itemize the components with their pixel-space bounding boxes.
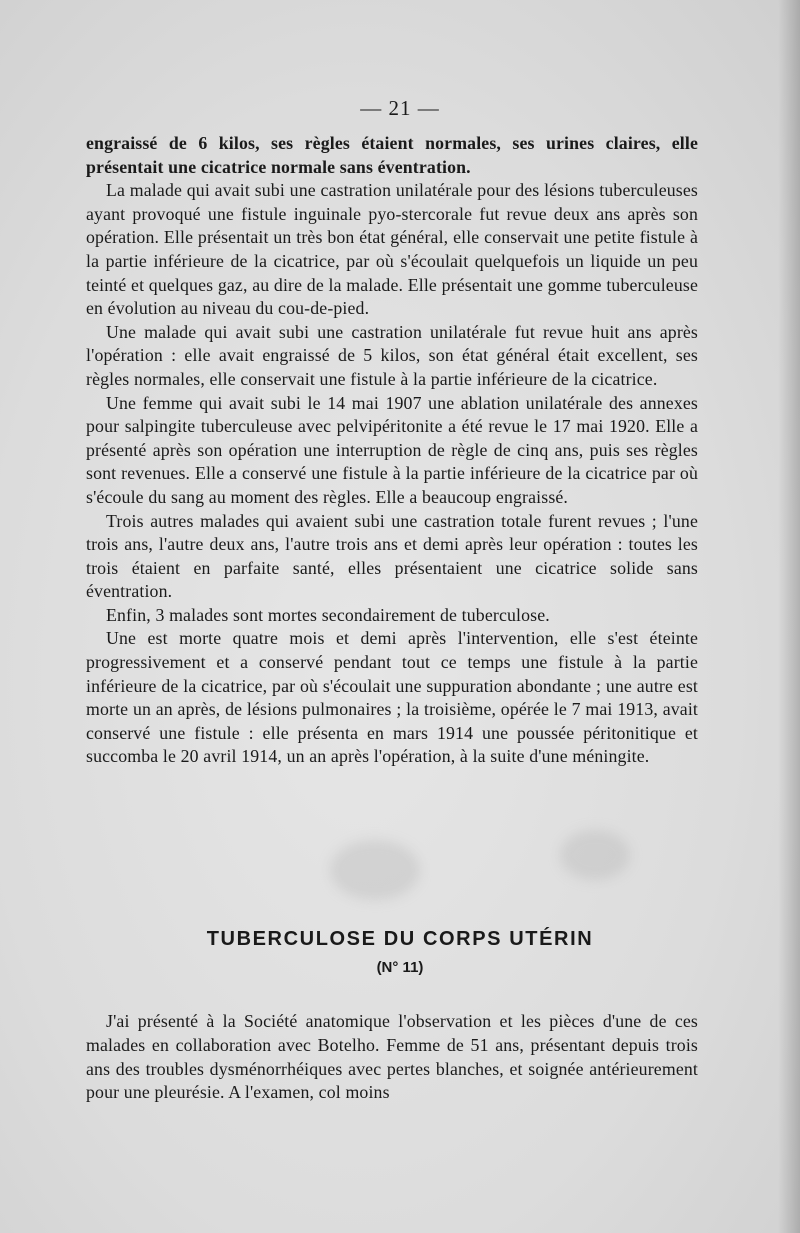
body-text xyxy=(86,132,698,769)
section-body-text xyxy=(86,1010,698,1105)
page-edge-shadow xyxy=(778,0,800,1233)
paragraph: Une femme qui avait subi le 14 mai 1907 une ablation unilatérale des annexes pour salpingite tuberculeuse avec pelvipéritonite a été revue le 17 mai 1920. Elle a présenté après son opération une interruption de règle de cinq ans, puis ses règles sont revenues. Elle a conservé une fistule à la partie inférieure de la cicatrice par où s'écoule du sang au moment des règles. Elle a beaucoup engraissé. xyxy=(86,392,698,507)
paragraph: Trois autres malades qui avaient subi une castration totale furent revues ; l'une trois ans, l'autre deux ans, l'autre trois ans et demi après leur opération : toutes les trois étaient en parfaite santé, elles présentaient une cicatrice solide sans éventration. xyxy=(86,510,698,602)
paragraph: engraissé de 6 kilos, ses règles étaient normales, ses urines claires, elle présentait une cicatrice normale sans éventration. xyxy=(86,133,698,177)
page-number: — 21 — xyxy=(360,96,440,120)
paragraph: Enfin, 3 malades sont mortes secondairement de tuberculose. xyxy=(106,604,550,625)
paper-stain xyxy=(330,840,420,900)
paragraph: J'ai présenté à la Société anatomique l'observation et les pièces d'une de ces malades en collaboration avec Botelho. Femme de 51 ans, présentant depuis trois ans des troubles dysménorrhéiques avec pertes blanches, et soignée antérieurement pour une pleurésie. A l'examen, col moins xyxy=(86,1011,698,1103)
paper-stain xyxy=(560,830,630,880)
paragraph: Une malade qui avait subi une castration unilatérale fut revue huit ans après l'opération : elle avait engraissé de 5 kilos, son état général était excellent, ses règles normales, elle conservait une fistule à la partie inférieure de la cicatrice. xyxy=(86,321,698,389)
paragraph: La malade qui avait subi une castration unilatérale pour des lésions tuberculeuses ayant provoqué une fistule inguinale pyo-stercorale fut revue deux ans après son opération. Elle présentait un très bon état général, elle conservait une petite fistule à la partie inférieure de la cicatrice, par où s'écoulait quelquefois un liquide un peu teinté et quelques gaz, au dire de la malade. Elle présentait une gomme tuberculeuse en évolution au niveau du cou-de-pied. xyxy=(86,180,698,319)
paragraph: Une est morte quatre mois et demi après l'intervention, elle s'est éteinte progressivement et a conservé pendant tout ce temps une fistule à la partie inférieure de la cicatrice, par où s'écoulait une suppuration abondante ; une autre est morte un an après, de lésions pulmonaires ; la troisième, opérée le 7 mai 1913, avait conservé une fistule : elle présenta en mars 1914 une poussée péritonitique et succomba le 20 avril 1914, un an après l'opération, à la suite d'une méningite. xyxy=(86,628,698,767)
case-number: (N° 11) xyxy=(376,959,424,976)
section-title: TUBERCULOSE DU CORPS UTÉRIN xyxy=(206,928,594,950)
